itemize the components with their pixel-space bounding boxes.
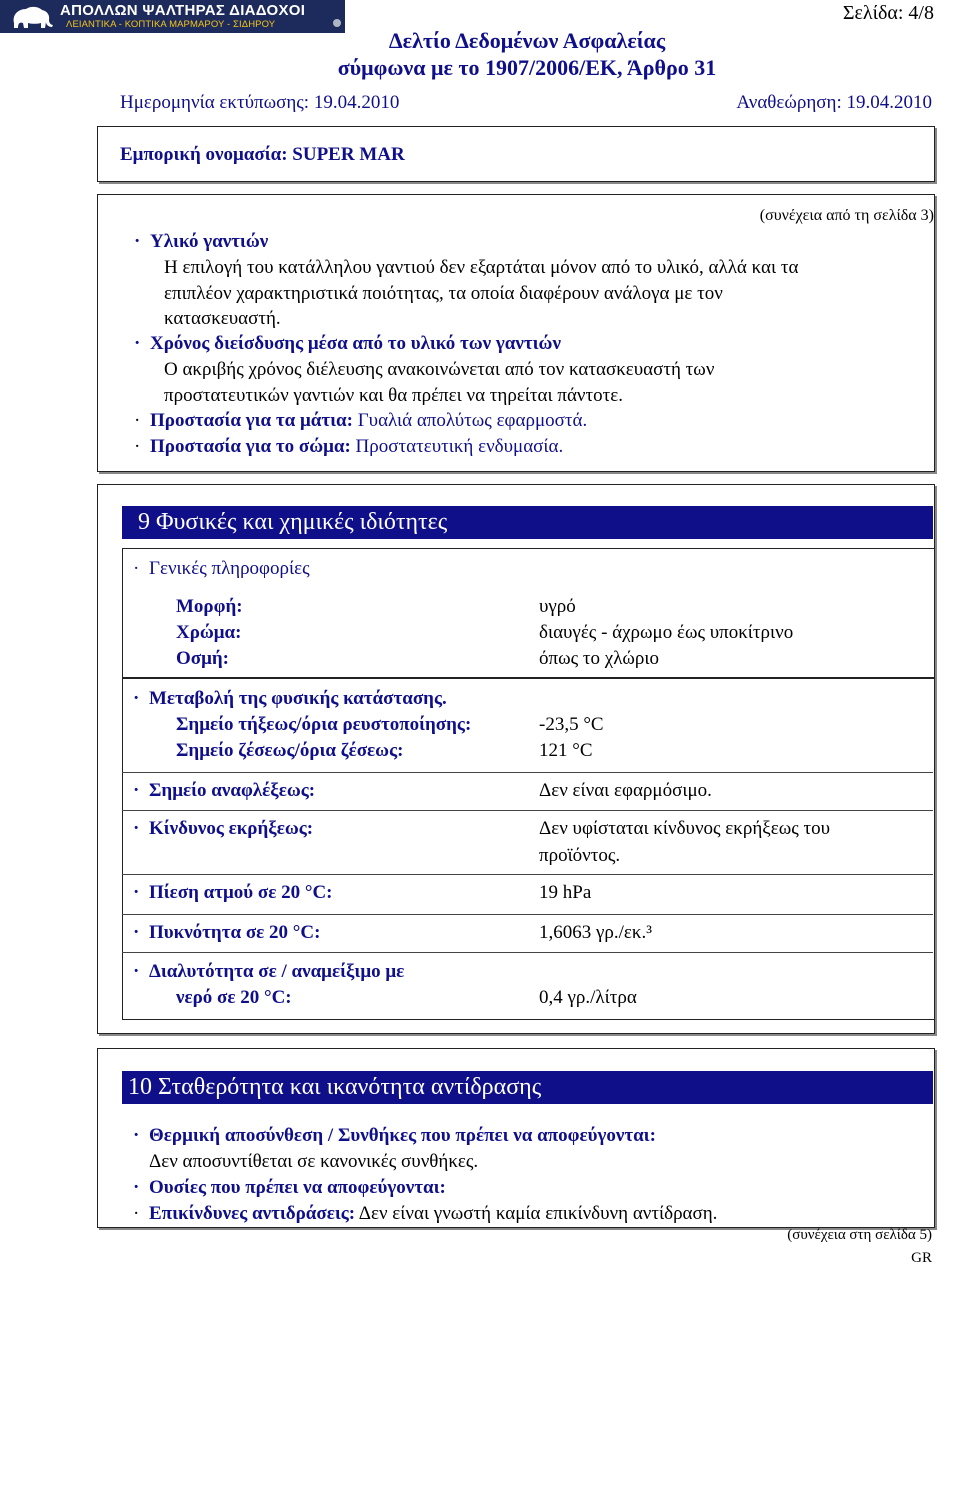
flash-point-value: Δεν είναι εφαρμόσιμο. [539, 780, 712, 801]
form-value: υγρό [539, 596, 576, 617]
penetration-text-line-2: προστατευτικών γαντιών και θα πρέπει να τηρείται πάντοτε. [164, 385, 624, 406]
flash-point-label: · Σημείο αναφλέξεως: [133, 780, 316, 801]
explosion-label: · Κίνδυνος εκρήξεως: [133, 818, 314, 839]
section-8-continuation [97, 194, 935, 472]
explosion-value-line-2: προϊόντος. [539, 845, 621, 866]
odor-label: Οσμή: [176, 648, 230, 669]
penetration-text-line-1: Ο ακριβής χρόνος διέλευσης ανακοινώνεται από τον κατασκευαστή των [164, 359, 715, 380]
gloves-text-line-2: επιπλέον χαρακτηριστικά ποιότητας, τα οποία διαφέρουν ανάλογα με τον [164, 283, 723, 304]
solubility-label-line-2: νερό σε 20 °C: [176, 987, 292, 1008]
company-name: ΑΠΟΛΛΩΝ ΨΑΛΤΗΡΑΣ ΔΙΑΔΟΧΟΙ [60, 2, 306, 19]
divider [122, 874, 933, 875]
vapour-pressure-label: · Πίεση ατμού σε 20 °C: [133, 882, 333, 903]
thermal-decomposition-value: Δεν αποσυντίθεται σε κανονικές συνθήκες. [149, 1151, 479, 1172]
density-label: · Πυκνότητα σε 20 °C: [133, 922, 321, 943]
print-date: Ημερομηνία εκτύπωσης: 19.04.2010 [120, 92, 400, 113]
vapour-pressure-value: 19 hPa [539, 882, 592, 903]
boiling-value: 121 °C [539, 740, 593, 761]
divider [122, 914, 933, 915]
thermal-decomposition-label: · Θερμική αποσύνθεση / Συνθήκες που πρέπει να αποφεύγονται: [133, 1125, 656, 1146]
color-label: Χρώμα: [176, 622, 242, 643]
eye-protection: · Προστασία για τα μάτια: Γυαλιά απολύτως εφαρμοστά. [134, 410, 588, 431]
solubility-value: 0,4 γρ./λίτρα [539, 987, 637, 1008]
gloves-text-line-1: Η επιλογή του κατάλληλου γαντιού δεν εξαρτάται μόνον από το υλικό, αλλά και τα [164, 257, 799, 278]
body-protection: · Προστασία για το σώμα: Προστατευτική ενδυμασία. [134, 436, 564, 457]
materials-to-avoid-label: · Ουσίες που πρέπει να αποφεύγονται: [133, 1177, 446, 1198]
section-9-title: 9 Φυσικές και χημικές ιδιότητες [138, 509, 448, 535]
elephant-logo-icon [8, 3, 54, 30]
divider [122, 810, 933, 811]
logo-dot-icon [333, 19, 341, 27]
form-label: Μορφή: [176, 596, 243, 617]
color-value: διαυγές - άχρωμο έως υποκίτρινο [539, 622, 794, 643]
continuation-from: (συνέχεια από τη σελίδα 3) [759, 207, 934, 224]
solubility-label: · Διαλυτότητα σε / αναμείξιμο με [133, 961, 405, 982]
document-title: Δελτίο Δεδομένων Ασφαλείας [388, 28, 666, 53]
melting-label: Σημείο τήξεως/όρια ρευστοποίησης: [176, 714, 472, 735]
language-code: GR [911, 1250, 932, 1266]
continuation-to: (συνέχεια στη σελίδα 5) [787, 1227, 932, 1243]
density-value: 1,6063 γρ./εκ.³ [539, 922, 652, 943]
dangerous-reactions: · Επικίνδυνες αντιδράσεις: Δεν είναι γνωστή καμία επικίνδυνη αντίδραση. [133, 1203, 718, 1224]
section-9-title-bar [122, 506, 933, 539]
state-change-heading: · Μεταβολή της φυσικής κατάστασης. [133, 688, 447, 709]
section-10-title-bar [122, 1071, 933, 1104]
penetration-time-heading: · Χρόνος διείσδυσης μέσα από το υλικό των γαντιών [134, 333, 561, 354]
document-subtitle: σύμφωνα με το 1907/2006/ΕΚ, Άρθρο 31 [337, 55, 717, 80]
product-name-box [97, 126, 935, 182]
explosion-value-line-1: Δεν υφίσταται κίνδυνος εκρήξεως του [539, 818, 831, 839]
page-number: Σελίδα: 4/8 [842, 2, 934, 24]
section-10-title: 10 Σταθερότητα και ικανότητα αντίδρασης [128, 1074, 542, 1100]
revision-date: Αναθεώρηση: 19.04.2010 [736, 92, 932, 113]
boiling-label: Σημείο ζέσεως/όρια ζέσεως: [176, 740, 404, 761]
divider [122, 952, 933, 953]
gloves-material-heading: · Υλικό γαντιών [134, 231, 269, 252]
product-name: Εμπορική ονομασία: SUPER MAR [120, 144, 405, 165]
gloves-text-line-3: κατασκευαστή. [164, 308, 281, 329]
odor-value: όπως το χλώριο [539, 648, 660, 669]
general-info-heading: · Γενικές πληροφορίες [133, 558, 310, 579]
melting-value: -23,5 °C [539, 714, 604, 735]
divider [122, 772, 933, 773]
company-tagline: ΛΕΙΑΝΤΙΚΑ - ΚΟΠΤΙΚΑ ΜΑΡΜΑΡΟΥ - ΣΙΔΗΡΟΥ [66, 19, 276, 30]
